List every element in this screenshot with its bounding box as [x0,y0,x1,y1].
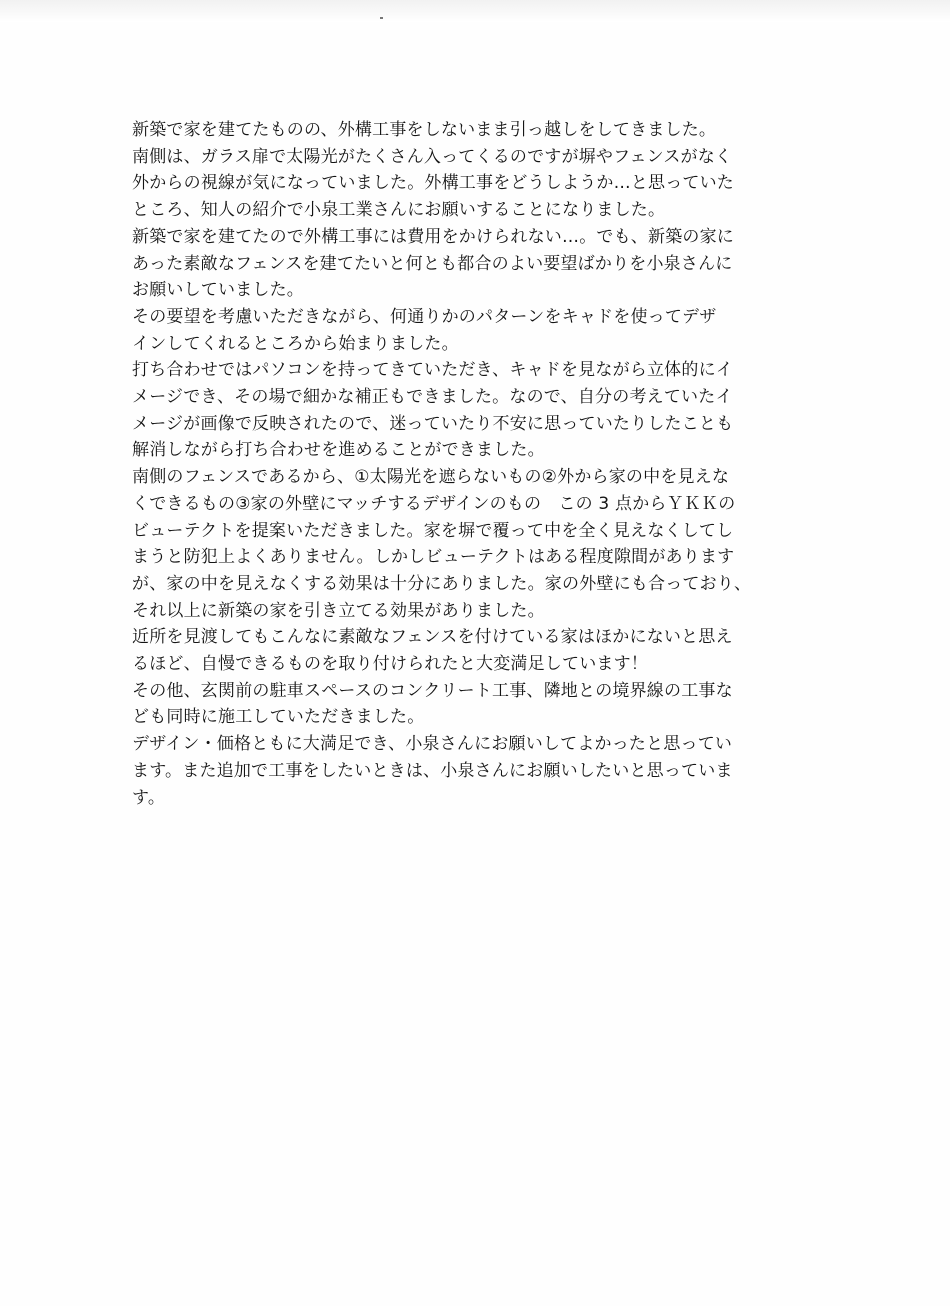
text-line: その他、玄関前の駐車スペースのコンクリート工事、隣地との境界線の工事な [132,680,733,701]
text-line: 外からの視線が気になっていました。外構工事をどうしようか…と思っていた [132,173,734,194]
text-line: す。 [132,787,166,808]
text-line: 南側は、ガラス扉で太陽光がたくさん入ってくるのですが塀やフェンスがなく [132,146,733,167]
text-line: メージでき、その場で細かな補正もできました。なので、自分の考えていたイ [132,387,733,408]
text-line: るほど、自慢できるものを取り付けられたと大変満足しています！ [132,654,648,675]
text-line: まうと防犯上よくありません。しかしビューテクトはある程度隙間があります [132,547,735,568]
text-line: デザイン・価格ともに大満足でき、小泉さんにお願いしてよかったと思ってい [132,734,733,755]
text-line: ども同時に施工していただきました。 [132,707,425,728]
text-line: ます。また追加で工事をしたいときは、小泉さんにお願いしたいと思っていま [132,760,733,781]
text-line: 新築で家を建てたものの、外構工事をしないまま引っ越しをしてきました。 [132,120,717,140]
text-line: 南側のフェンスであるから、①太陽光を遮らないもの②外から家の中を見えな [132,467,730,488]
text-line: 解消しながら打ち合わせを進めることができました。 [132,440,545,461]
text-line: が、家の中を見えなくする効果は十分にありました。家の外壁にも合っており、 [132,573,752,594]
text-line: 新築で家を建てたので外構工事には費用をかけられない…。でも、新築の家に [132,226,734,247]
text-line: ところ、知人の紹介で小泉工業さんにお願いすることになりました。 [132,200,666,221]
scan-top-shadow [0,0,950,22]
text-line: メージが画像で反映されたので、迷っていたり不安に思っていたりしたことも [132,413,734,434]
text-line: くできるもの③家の外壁にマッチするデザインのもの この 3 点からＹＫＫの [132,493,736,514]
text-line: お願いしていました。 [132,280,304,301]
text-line: インしてくれるところから始まりました。 [132,333,459,354]
testimonial-text [132,117,822,811]
text-line: 打ち合わせではパソコンを持ってきていただき、キャドを見ながら立体的にイ [132,360,733,381]
text-line: それ以上に新築の家を引き立てる効果がありました。 [132,600,545,621]
text-line: 近所を見渡してもこんなに素敵なフェンスを付けている家はほかにないと思え [132,627,733,648]
text-line: ビューテクトを提案いただきました。家を塀で覆って中を全く見えなくしてし [132,520,734,541]
text-line: あった素敵なフェンスを建てたいと何とも都合のよい要望ばかりを小泉さんに [132,253,733,274]
text-line: その要望を考慮いただきながら、何通りかのパターンをキャドを使ってデザ [132,306,717,327]
scan-speck [380,17,383,19]
